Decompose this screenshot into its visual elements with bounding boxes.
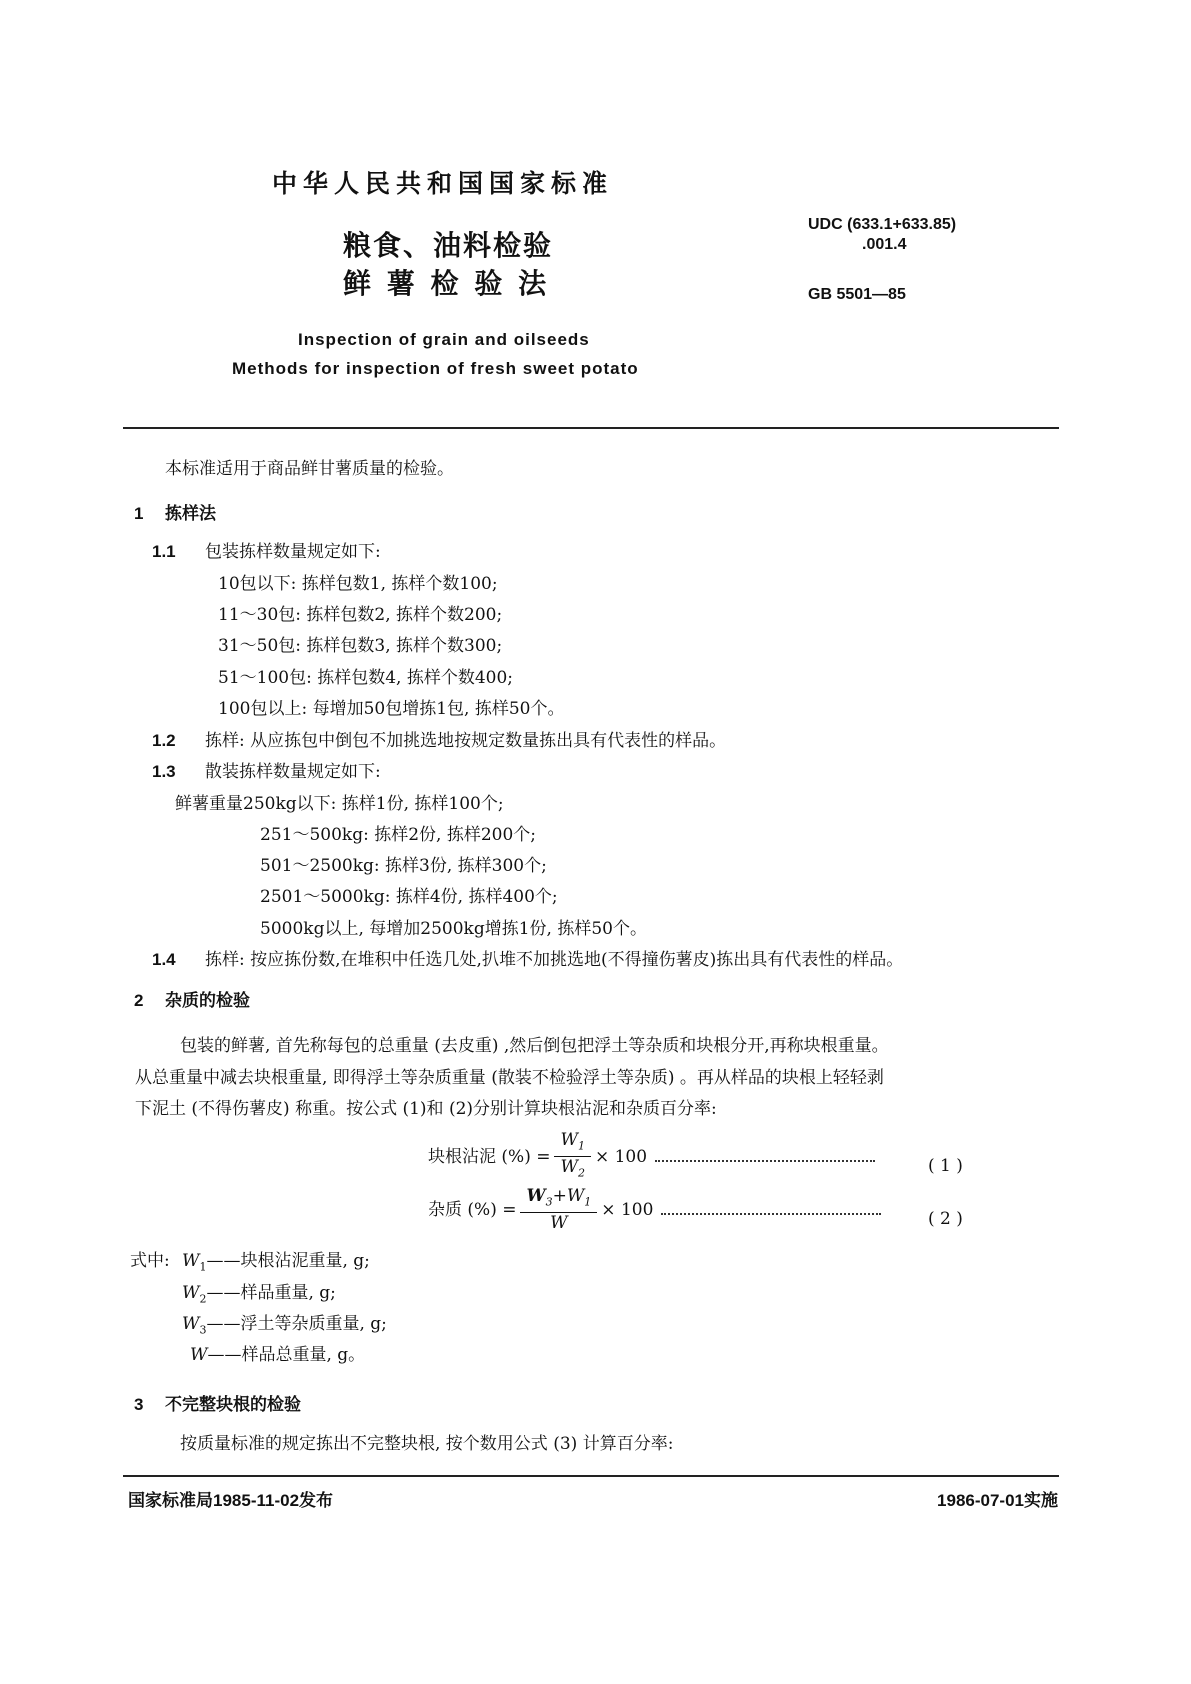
symbol: W [182, 1251, 200, 1271]
document-title-line1: 粮食、油料检验 [343, 230, 554, 261]
section-1-title: 拣样法 [165, 504, 216, 524]
fraction [554, 1130, 590, 1184]
english-title-line1: Inspection of grain and oilseeds [298, 330, 590, 349]
paragraph-line: 从总重量中减去块根重量, 即得浮土等杂质重量 (散装不检验浮土等杂质) 。再从样品的块根上轻轻剥 [135, 1068, 884, 1088]
list-item: 100包以上: 每增加50包增拣1包, 拣样50个。 [218, 699, 565, 719]
paragraph-line: 下泥土 (不得伤薯皮) 称重。按公式 (1)和 (2)分别计算块根沾泥和杂质百分率: [135, 1099, 717, 1119]
subscript: 1 [577, 1139, 585, 1153]
denominator: W [550, 1213, 568, 1234]
clause-1-3-number: 1.3 [152, 762, 176, 781]
formula-2 [428, 1186, 881, 1233]
section-2-title: 杂质的检验 [165, 991, 250, 1011]
english-title-line2: Methods for inspection of fresh sweet potato [232, 359, 639, 378]
subscript: 1 [584, 1195, 592, 1209]
clause-1-2-number: 1.2 [152, 731, 176, 750]
list-item: 51～100包: 拣样包数4, 拣样个数400; [218, 668, 514, 688]
list-item: 10包以下: 拣样包数1, 拣样个数100; [218, 574, 498, 594]
udc-code: UDC (633.1+633.85) [808, 216, 957, 233]
fraction [520, 1186, 597, 1233]
symbol: W [190, 1345, 208, 1365]
issue-date: 国家标准局1985-11-02发布 [128, 1491, 334, 1510]
formula-1 [428, 1130, 875, 1184]
formula-factor: × 100 [601, 1199, 654, 1220]
subscript: 3 [199, 1323, 207, 1337]
issuer-heading: 中华人民共和国国家标准 [272, 170, 614, 198]
symbol: W [182, 1283, 200, 1303]
definition: ——浮土等杂质重量, g; [206, 1314, 387, 1334]
intro-text: 本标准适用于商品鲜甘薯质量的检验。 [165, 459, 454, 479]
clause-1-4-text: 拣样: 按应拣份数,在堆积中任选几处,扒堆不加挑选地(不得撞伤薯皮)拣出具有代表性的样品。 [205, 950, 904, 970]
clause-1-4-number: 1.4 [152, 950, 176, 969]
udc-code-line2: .001.4 [862, 236, 907, 253]
symbol: W [182, 1314, 200, 1334]
section-1-number: 1 [134, 504, 144, 523]
gb-code: GB 5501—85 [808, 286, 906, 303]
list-item: 2501～5000kg: 拣样4份, 拣样400个; [260, 887, 558, 907]
variable-definition [190, 1344, 365, 1366]
formula-1-number: ( 1 ) [928, 1156, 963, 1176]
header-divider [123, 427, 1059, 429]
where-label: 式中: [130, 1251, 170, 1271]
section-2-number: 2 [134, 991, 144, 1010]
definition: ——块根沾泥重量, g; [206, 1251, 370, 1271]
variable-definition [182, 1313, 387, 1341]
definition: ——样品重量, g; [206, 1283, 336, 1303]
denominator: W [560, 1157, 578, 1178]
subscript: 2 [199, 1292, 207, 1306]
list-item: 鲜薯重量250kg以下: 拣样1份, 拣样100个; [175, 794, 504, 814]
formula-factor: × 100 [594, 1146, 648, 1167]
leader-dots [661, 1205, 881, 1215]
clause-1-1-text: 包装拣样数量规定如下: [205, 542, 381, 562]
leader-dots [655, 1152, 875, 1162]
formula-2-number: ( 2 ) [928, 1209, 963, 1229]
clause-1-2-text: 拣样: 从应拣包中倒包不加挑选地按规定数量拣出具有代表性的样品。 [205, 731, 727, 751]
paragraph-line: 包装的鲜薯, 首先称每包的总重量 (去皮重) ,然后倒包把浮土等杂质和块根分开,再称块根重量。 [180, 1036, 889, 1056]
subscript: 2 [577, 1166, 585, 1180]
numerator-plus: +W [552, 1186, 585, 1206]
numerator: W [560, 1130, 578, 1150]
definition: ——样品总重量, g。 [207, 1345, 366, 1365]
list-item: 251～500kg: 拣样2份, 拣样200个; [260, 825, 537, 845]
footer-divider [123, 1475, 1059, 1477]
document-title-line2: 鲜 薯 检 验 法 [343, 268, 551, 299]
list-item: 31～50包: 拣样包数3, 拣样个数300; [218, 636, 503, 656]
paragraph-line: 按质量标准的规定拣出不完整块根, 按个数用公式 (3) 计算百分率: [180, 1434, 674, 1454]
numerator: W [526, 1186, 546, 1206]
section-3-number: 3 [134, 1395, 144, 1414]
clause-1-3-text: 散装拣样数量规定如下: [205, 762, 381, 782]
list-item: 501～2500kg: 拣样3份, 拣样300个; [260, 856, 547, 876]
effective-date: 1986-07-01实施 [937, 1491, 1058, 1510]
clause-1-1-number: 1.1 [152, 542, 176, 561]
subscript: 3 [545, 1195, 553, 1209]
variable-definition [182, 1250, 370, 1278]
list-item: 5000kg以上, 每增加2500kg增拣1份, 拣样50个。 [260, 919, 647, 939]
list-item: 11～30包: 拣样包数2, 拣样个数200; [218, 605, 503, 625]
section-3-title: 不完整块根的检验 [165, 1395, 301, 1415]
variable-definition [182, 1282, 336, 1310]
formula-1-label: 块根沾泥 (%) = [428, 1146, 551, 1167]
subscript: 1 [199, 1260, 207, 1274]
formula-2-label: 杂质 (%) = [428, 1199, 517, 1220]
